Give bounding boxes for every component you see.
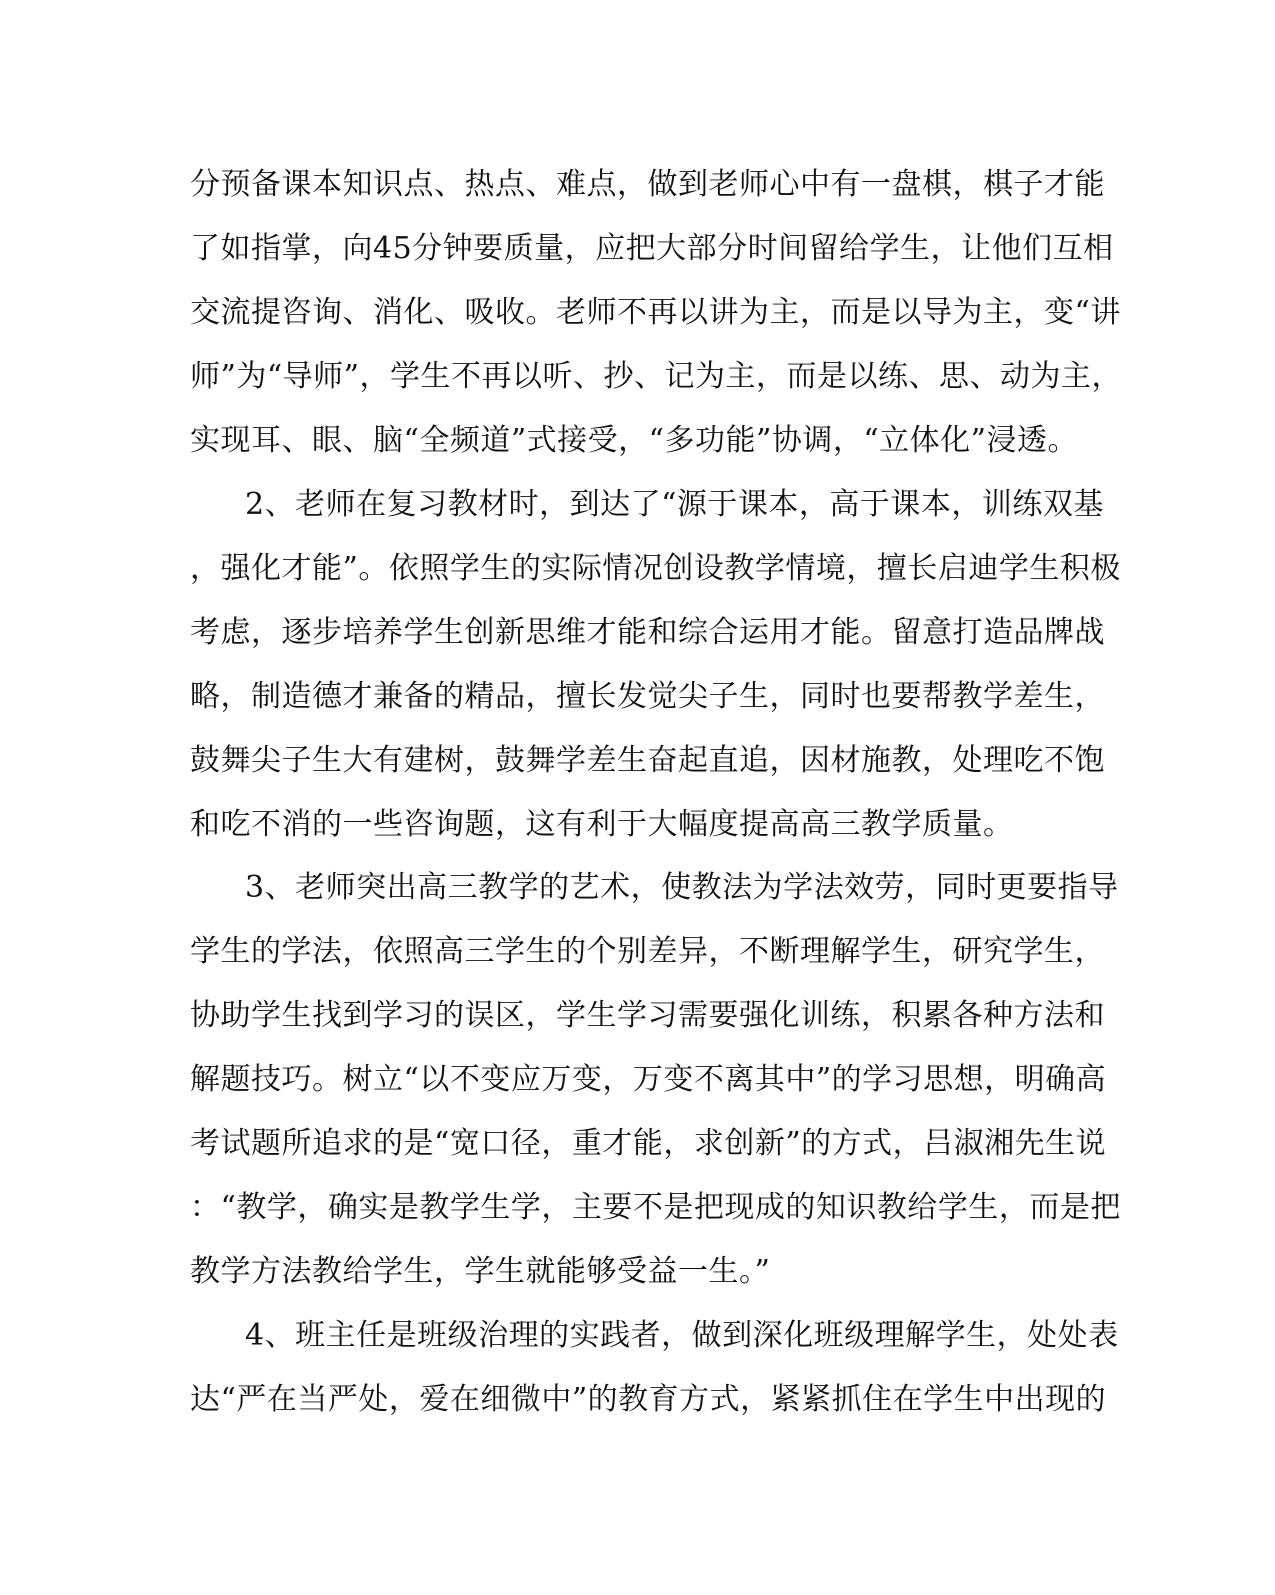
text-line: 分预备课本知识点、热点、难点，做到老师心中有一盘棋，棋子才能 — [190, 167, 1105, 202]
text-line: 达“严在当严处，爱在细微中”的教育方式，紧紧抓住在学生中出现的 — [190, 1382, 1107, 1417]
text-line: 了如指掌，向45分钟要质量，应把大部分时间留给学生，让他们互相 — [190, 231, 1114, 266]
text-line: 协助学生找到学习的误区，学生学习需要强化训练，积累各种方法和 — [190, 998, 1105, 1033]
text-line: 交流提咨询、消化、吸收。老师不再以讲为主，而是以导为主，变“讲 — [190, 295, 1121, 330]
text-line: 略，制造德才兼备的精品，擅长发觉尖子生，同时也要帮教学差生， — [190, 679, 1105, 714]
text-line: 4、班主任是班级治理的实践者，做到深化班级理解学生，处处表 — [245, 1318, 1119, 1353]
text-line: 考虑，逐步培养学生创新思维才能和综合运用才能。留意打造品牌战 — [190, 615, 1105, 650]
text-line: 师”为“导师”，学生不再以听、抄、记为主，而是以练、思、动为主， — [190, 359, 1123, 394]
text-line: 考试题所追求的是“宽口径，重才能，求创新”的方式，吕淑湘先生说 — [190, 1126, 1107, 1161]
text-line: 解题技巧。树立“以不变应万变，万变不离其中”的学习思想，明确高 — [190, 1062, 1107, 1097]
text-line: 学生的学法，依照高三学生的个别差异，不断理解学生，研究学生， — [190, 934, 1105, 969]
text-line: 鼓舞尖子生大有建树，鼓舞学差生奋起直追，因材施教，处理吃不饱 — [190, 743, 1105, 778]
text-line: 2、老师在复习教材时，到达了“源于课本，高于课本，训练双基 — [245, 487, 1104, 522]
text-line: ，强化才能”。依照学生的实际情况创设教学情境，擅长启迪学生积极 — [190, 551, 1121, 586]
text-line: 3、老师突出高三教学的艺术，使教法为学法效劳，同时更要指导 — [245, 870, 1119, 905]
text-line: 和吃不消的一些咨询题，这有利于大幅度提高高三教学质量。 — [190, 807, 1014, 842]
text-line: 实现耳、眼、脑“全频道”式接受，“多功能”协调，“立体化”浸透。 — [190, 423, 1079, 458]
text-line: ：“教学，确实是教学生学，主要不是把现成的知识教给学生，而是把 — [190, 1190, 1121, 1225]
text-line: 教学方法教给学生，学生就能够受益一生。” — [190, 1254, 771, 1289]
